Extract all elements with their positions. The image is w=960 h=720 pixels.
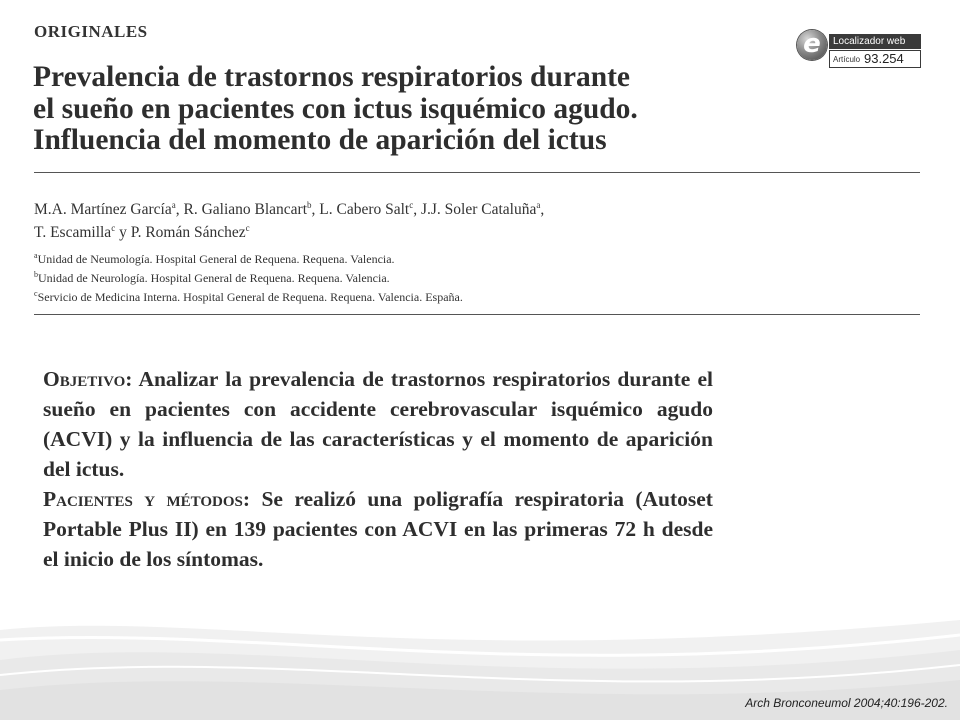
affiliation-item bbox=[34, 248, 794, 267]
abstract-excerpt bbox=[43, 364, 713, 574]
author-separator: , bbox=[413, 201, 421, 219]
divider-bottom bbox=[34, 314, 920, 315]
abstract-objective: Objetivo: Analizar la prevalencia de trastornos respiratorios durante el sueño en pacientes con accidente cerebrovascular isquémico agudo (ACVI) y la influencia de las características y el momento de aparición del ictus. bbox=[43, 367, 713, 481]
badge-article-number: 93.254 bbox=[864, 51, 904, 66]
web-locator-badge bbox=[797, 26, 923, 70]
author-conjunction: y bbox=[115, 224, 131, 242]
methods-heading: Pacientes y métodos bbox=[43, 487, 243, 511]
affiliation-text: Unidad de Neumología. Hospital General de Requena. Requena. Valencia. bbox=[37, 252, 395, 266]
affiliation-item bbox=[34, 267, 794, 286]
author-name: P. Román Sánchez bbox=[130, 224, 246, 242]
author-separator: , bbox=[311, 201, 320, 219]
objective-text: Analizar la prevalencia de trastornos respiratorios durante el sueño en pacientes con accidente cerebrovascular isquémico agudo (ACVI) y la influencia de las características y el momento de aparición del ictus. bbox=[43, 367, 713, 481]
title-line-2: el sueño en pacientes con ictus isquémico agudo. bbox=[33, 92, 638, 125]
author-name: R. Galiano Blancart bbox=[183, 201, 308, 219]
section-label: ORIGINALES bbox=[34, 22, 148, 41]
badge-article-box bbox=[829, 50, 921, 68]
author-affil-sup: b bbox=[307, 200, 312, 210]
badge-e-letter: e bbox=[803, 29, 821, 59]
article-title bbox=[33, 62, 723, 157]
objective-heading: Objetivo bbox=[43, 367, 126, 391]
title-line-1: Prevalencia de trastornos respiratorios durante bbox=[33, 61, 631, 93]
author-affil-sup: c bbox=[245, 223, 250, 234]
author-name: M.A. Martínez García bbox=[34, 201, 172, 219]
affiliation-text: Servicio de Medicina Interna. Hospital General de Requena. Requena. Valencia. España. bbox=[37, 290, 463, 304]
affiliation-sup: c bbox=[34, 289, 38, 298]
affiliation-text: Unidad de Neurología. Hospital General de Requena. Requena. Valencia. bbox=[38, 271, 390, 285]
abstract-methods: Pacientes y métodos: Se realizó una poligrafía respiratoria (Autoset Portable Plus II) en 139 pacientes con ACVI en las primeras 72 h desde el inicio de los síntomas. bbox=[43, 487, 713, 571]
author-separator: , bbox=[540, 201, 545, 219]
divider-top bbox=[34, 172, 920, 173]
author-affil-sup: a bbox=[536, 200, 541, 210]
author-separator: , bbox=[175, 201, 184, 219]
affiliation-sup: a bbox=[34, 251, 38, 260]
methods-text: Se realizó una poligrafía respiratoria (Autoset Portable Plus II) en 139 pacientes con ACVI en las primeras 72 h desde el inicio de los síntomas. bbox=[43, 487, 713, 571]
badge-top-label: Localizador web bbox=[829, 34, 921, 49]
affiliation-sup: b bbox=[34, 270, 38, 279]
citation: Arch Bronconeumol 2004;40:196-202. bbox=[745, 696, 948, 710]
title-line-3: Influencia del momento de aparición del ictus bbox=[33, 124, 607, 156]
author-affil-sup: c bbox=[409, 200, 414, 210]
affiliation-item bbox=[34, 286, 794, 305]
author-name: T. Escamilla bbox=[34, 224, 112, 242]
author-affil-sup: c bbox=[111, 223, 116, 234]
author-name: J.J. Soler Cataluña bbox=[420, 201, 537, 219]
author-list bbox=[34, 196, 794, 242]
author-name: L. Cabero Salt bbox=[319, 201, 410, 219]
author-affil-sup: a bbox=[171, 200, 176, 210]
affiliation-list bbox=[34, 248, 794, 305]
badge-article-label: Artículo bbox=[833, 55, 861, 64]
